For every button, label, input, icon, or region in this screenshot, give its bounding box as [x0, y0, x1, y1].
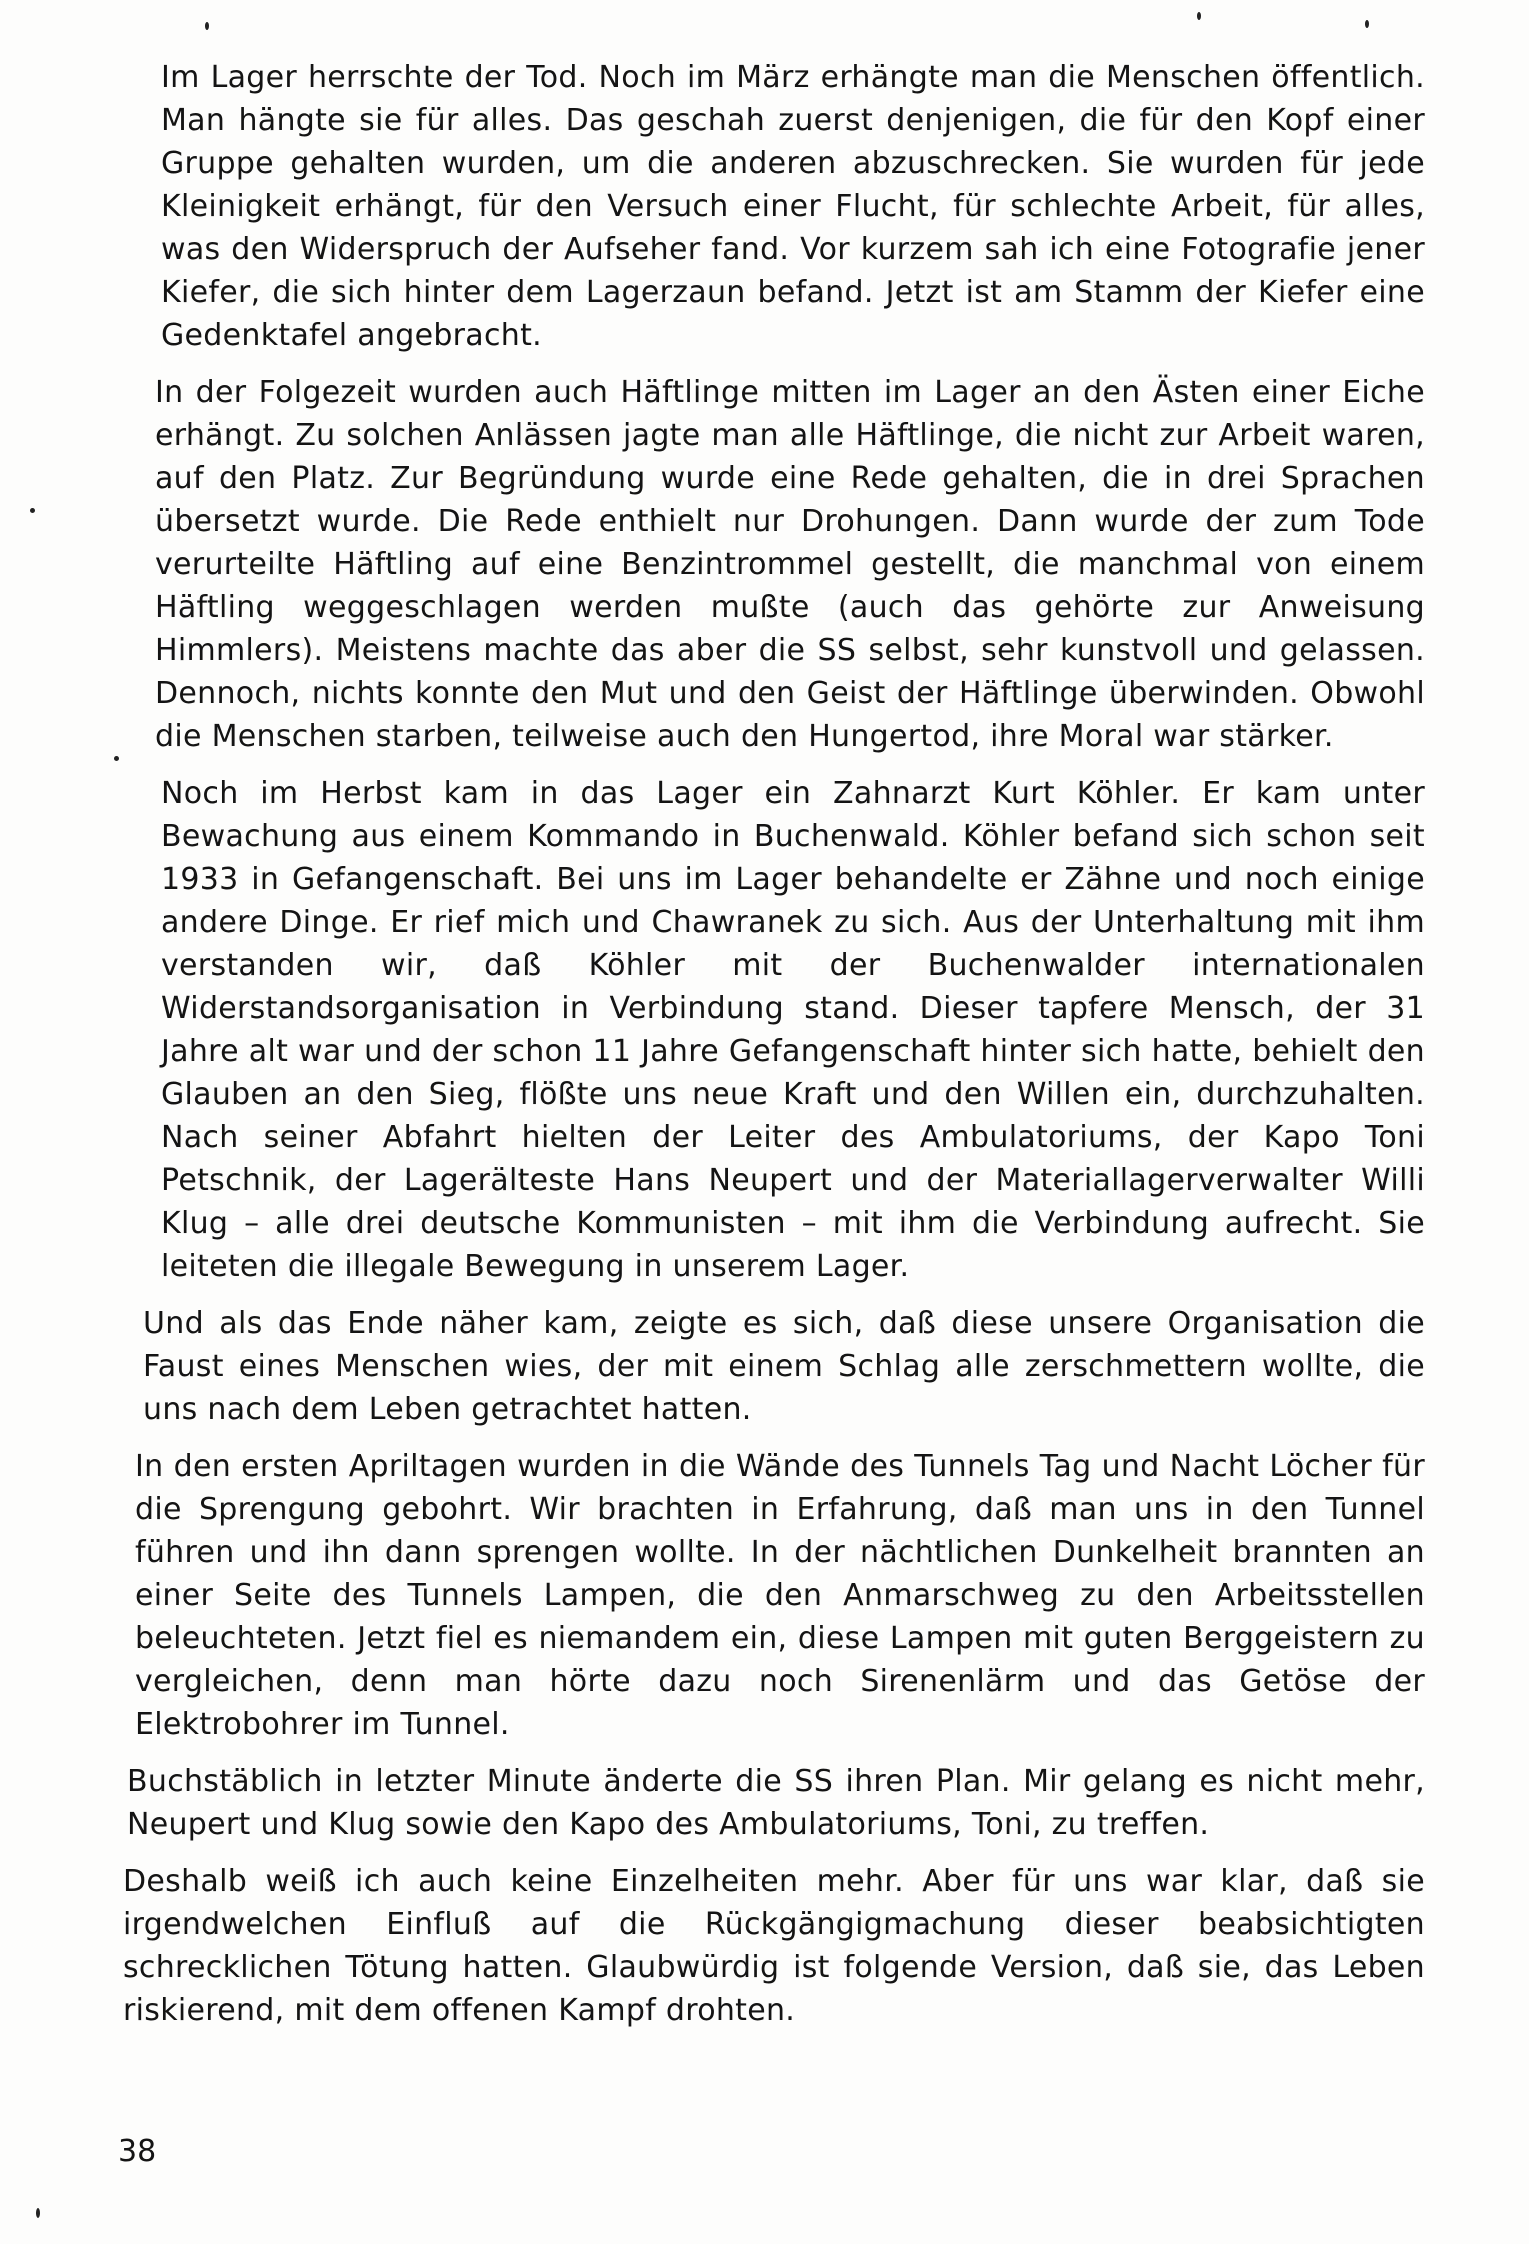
scan-speck: [36, 2208, 40, 2218]
paragraph-3: Noch im Herbst kam in das Lager ein Zahnarzt Kurt Köhler. Er kam unter Bewachung aus einem Kommando in Buchenwald. Köhler befand sich schon seit 1933 in Gefangenschaft. Bei uns im Lager behandelte er Zähne und noch einige andere Dinge. Er rief mich und Chawranek zu sich. Aus der Unterhaltung mit ihm verstanden wir, daß Köhler mit der Buchenwalder internationalen Widerstandsorganisation in Verbindung stand. Dieser tapfere Mensch, der 31 Jahre alt war und der schon 11 Jahre Gefangenschaft hinter sich hatte, behielt den Glauben an den Sieg, flößte uns neue Kraft und den Willen ein, durchzuhalten. Nach seiner Abfahrt hielten der Leiter des Ambulatoriums, der Kapo Toni Petschnik, der Lagerälteste Hans Neupert und der Materiallagerverwalter Willi Klug – alle drei deutsche Kommunisten – mit ihm die Verbindung aufrecht. Sie leiteten die illegale Bewegung in unserem Lager.: [161, 776, 1425, 1284]
paragraph-7: Deshalb weiß ich auch keine Einzelheiten mehr. Aber für uns war klar, daß sie irgendwelchen Einfluß auf die Rückgängigmachung dieser beabsichtigten schrecklichen Tötung hatten. Glaubwürdig ist folgende Version, daß sie, das Leben riskierend, mit dem offenen Kampf drohten.: [123, 1864, 1425, 2028]
paragraph-2: In der Folgezeit wurden auch Häftlinge mitten im Lager an den Ästen einer Eiche erhängt. Zu solchen Anlässen jagte man alle Häftlinge, die nicht zur Arbeit waren, auf den Platz. Zur Begründung wurde eine Rede gehalten, die in drei Sprachen übersetzt wurde. Die Rede enthielt nur Drohungen. Dann wurde der zum Tode verurteilte Häftling auf eine Benzintrommel gestellt, die manchmal von einem Häftling weggeschlagen werden mußte (auch das gehörte zur Anweisung Himmlers). Meistens machte das aber die SS selbst, sehr kunstvoll und gelassen. Dennoch, nichts konnte den Mut und den Geist der Häftlinge überwinden. Obwohl die Menschen starben, teilweise auch den Hungertod, ihre Moral war stärker.: [155, 375, 1425, 754]
scan-speck: [1365, 20, 1369, 28]
scan-speck: [205, 22, 209, 30]
paragraph-1: Im Lager herrschte der Tod. Noch im März erhängte man die Menschen öffentlich. Man hängte sie für alles. Das geschah zuerst denjenigen, die für den Kopf einer Gruppe gehalten wurden, um die anderen abzuschrecken. Sie wurden für jede Kleinigkeit erhängt, für den Versuch einer Flucht, für schlechte Arbeit, für alles, was den Widerspruch der Aufseher fand. Vor kurzem sah ich eine Fotografie jener Kiefer, die sich hinter dem Lagerzaun befand. Jetzt ist am Stamm der Kiefer eine Gedenktafel angebracht.: [161, 60, 1425, 353]
body-text: [123, 56, 1425, 2046]
scan-speck: [30, 508, 35, 513]
scan-speck: [114, 756, 119, 761]
page-number: 38: [118, 2134, 157, 2169]
paragraph-5: In den ersten Apriltagen wurden in die Wände des Tunnels Tag und Nacht Löcher für die Sprengung gebohrt. Wir brachten in Erfahrung, daß man uns in den Tunnel führen und ihn dann sprengen wollte. In der nächtlichen Dunkelheit brannten an einer Seite des Tunnels Lampen, die den Anmarschweg zu den Arbeitsstellen beleuchteten. Jetzt fiel es niemandem ein, diese Lampen mit guten Berggeistern zu vergleichen, denn man hörte dazu noch Sirenenlärm und das Getöse der Elektrobohrer im Tunnel.: [135, 1449, 1425, 1742]
paragraph-6: Buchstäblich in letzter Minute änderte die SS ihren Plan. Mir gelang es nicht mehr, Neupert und Klug sowie den Kapo des Ambulatoriums, Toni, zu treffen.: [127, 1764, 1425, 1842]
paragraph-4: Und als das Ende näher kam, zeigte es sich, daß diese unsere Organisation die Faust eines Menschen wies, der mit einem Schlag alle zerschmettern wollte, die uns nach dem Leben getrachtet hatten.: [143, 1306, 1425, 1427]
scan-speck: [1197, 12, 1201, 20]
